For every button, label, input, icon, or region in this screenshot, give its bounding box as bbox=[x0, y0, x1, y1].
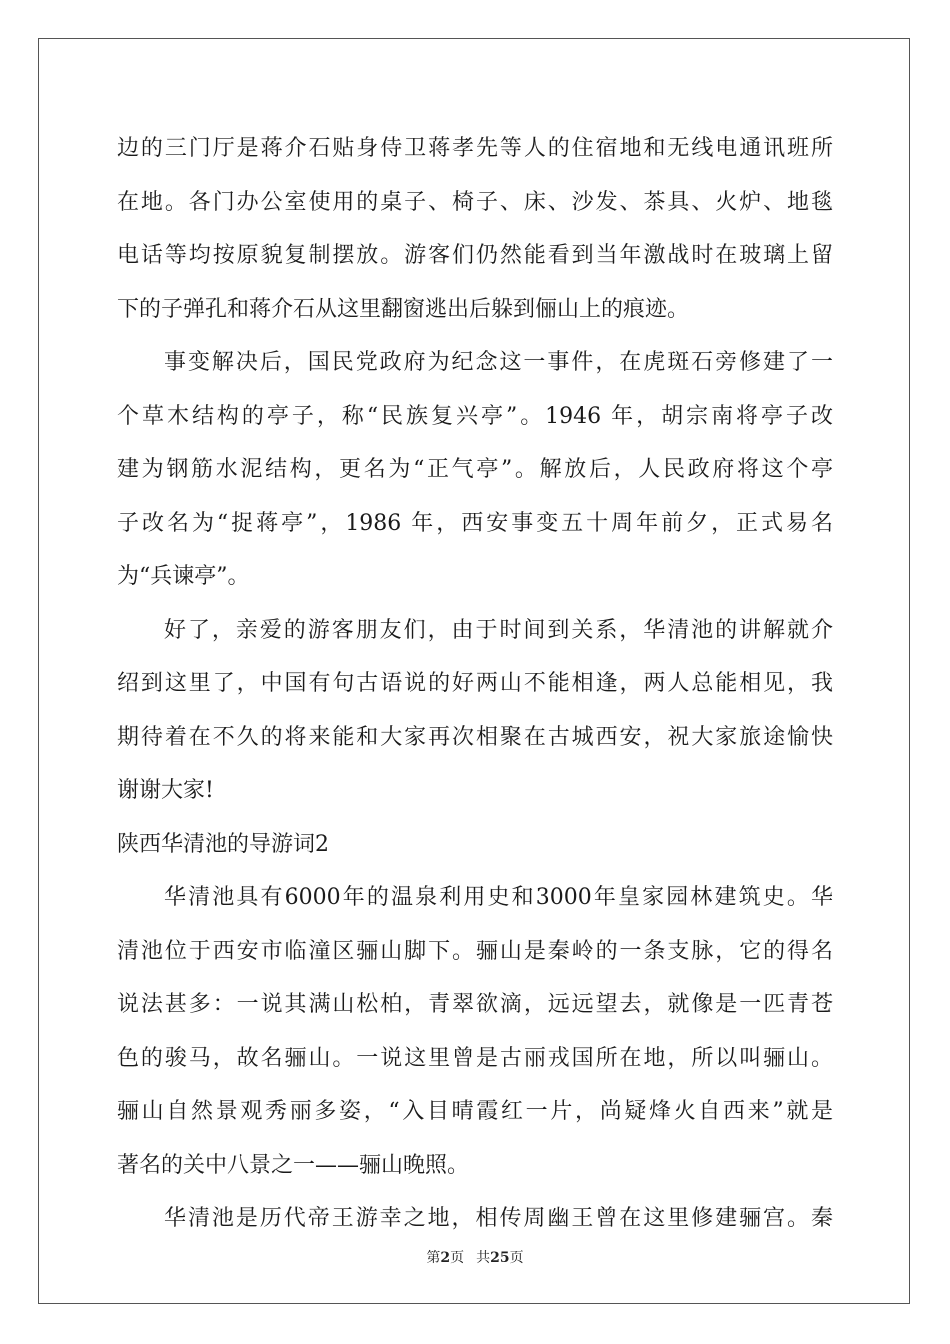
page-prefix: 第 bbox=[426, 1250, 441, 1266]
text-line: 建为钢筋水泥结构，更名为“正气亭”。解放后，人民政府将这个亭 bbox=[117, 457, 833, 482]
text-line: 边的三门厅是蒋介石贴身侍卫蒋孝先等人的住宿地和无线电通讯班所 bbox=[117, 136, 833, 161]
text-line: 著名的关中八景之一——骊山晚照。 bbox=[117, 1152, 470, 1178]
text-line: 谢谢大家! bbox=[117, 778, 214, 803]
text-line: 色的骏马，故名骊山。一说这里曾是古丽戎国所在地，所以叫骊山。 bbox=[117, 1045, 833, 1071]
text-line: 期待着在不久的将来能和大家再次相聚在古城西安，祝大家旅途愉快 bbox=[117, 724, 833, 750]
text-line: 为“兵谏亭”。 bbox=[117, 564, 250, 589]
text-line: 电话等均按原貌复制摆放。游客们仍然能看到当年激战时在玻璃上留 bbox=[117, 243, 833, 268]
text-line: 个草木结构的亭子，称“民族复兴亭”。1946 年，胡宗南将亭子改 bbox=[117, 403, 833, 429]
text-line: 华清池具有6000年的温泉利用史和3000年皇家园林建筑史。华 bbox=[164, 885, 833, 910]
total-prefix: 共 bbox=[476, 1250, 491, 1266]
page-footer bbox=[0, 1247, 950, 1267]
text-line: 绍到这里了，中国有句古语说的好两山不能相逢，两人总能相见，我 bbox=[117, 671, 833, 696]
text-line: 陕西华清池的导游词2 bbox=[117, 831, 329, 857]
text-line: 事变解决后，国民党政府为纪念这一事件，在虎斑石旁修建了一 bbox=[164, 350, 833, 375]
text-line: 在地。各门办公室使用的桌子、椅子、床、沙发、茶具、火炉、地毯 bbox=[117, 189, 833, 215]
text-line: 子改名为“捉蒋亭”，1986 年，西安事变五十周年前夕，正式易名 bbox=[117, 510, 833, 536]
total-pages: 25 bbox=[490, 1250, 510, 1266]
text-line: 下的子弹孔和蒋介石从这里翻窗逃出后躲到俪山上的痕迹。 bbox=[117, 296, 690, 322]
text-line: 说法甚多：一说其满山松柏，青翠欲滴，远远望去，就像是一匹青苍 bbox=[117, 992, 833, 1017]
text-line: 好了，亲爱的游客朋友们，由于时间到关系，华清池的讲解就介 bbox=[164, 617, 833, 643]
document-body bbox=[117, 122, 833, 1246]
total-suffix: 页 bbox=[509, 1250, 524, 1266]
text-line: 华清池是历代帝王游幸之地，相传周幽王曾在这里修建骊宫。秦 bbox=[164, 1206, 833, 1231]
page-number: 2 bbox=[440, 1250, 451, 1266]
text-line: 清池位于西安市临潼区骊山脚下。骊山是秦岭的一条支脉，它的得名 bbox=[117, 938, 833, 964]
text-line: 骊山自然景观秀丽多姿，“入目晴霞红一片，尚疑烽火自西来”就是 bbox=[117, 1099, 833, 1124]
page-suffix: 页 bbox=[450, 1250, 465, 1266]
